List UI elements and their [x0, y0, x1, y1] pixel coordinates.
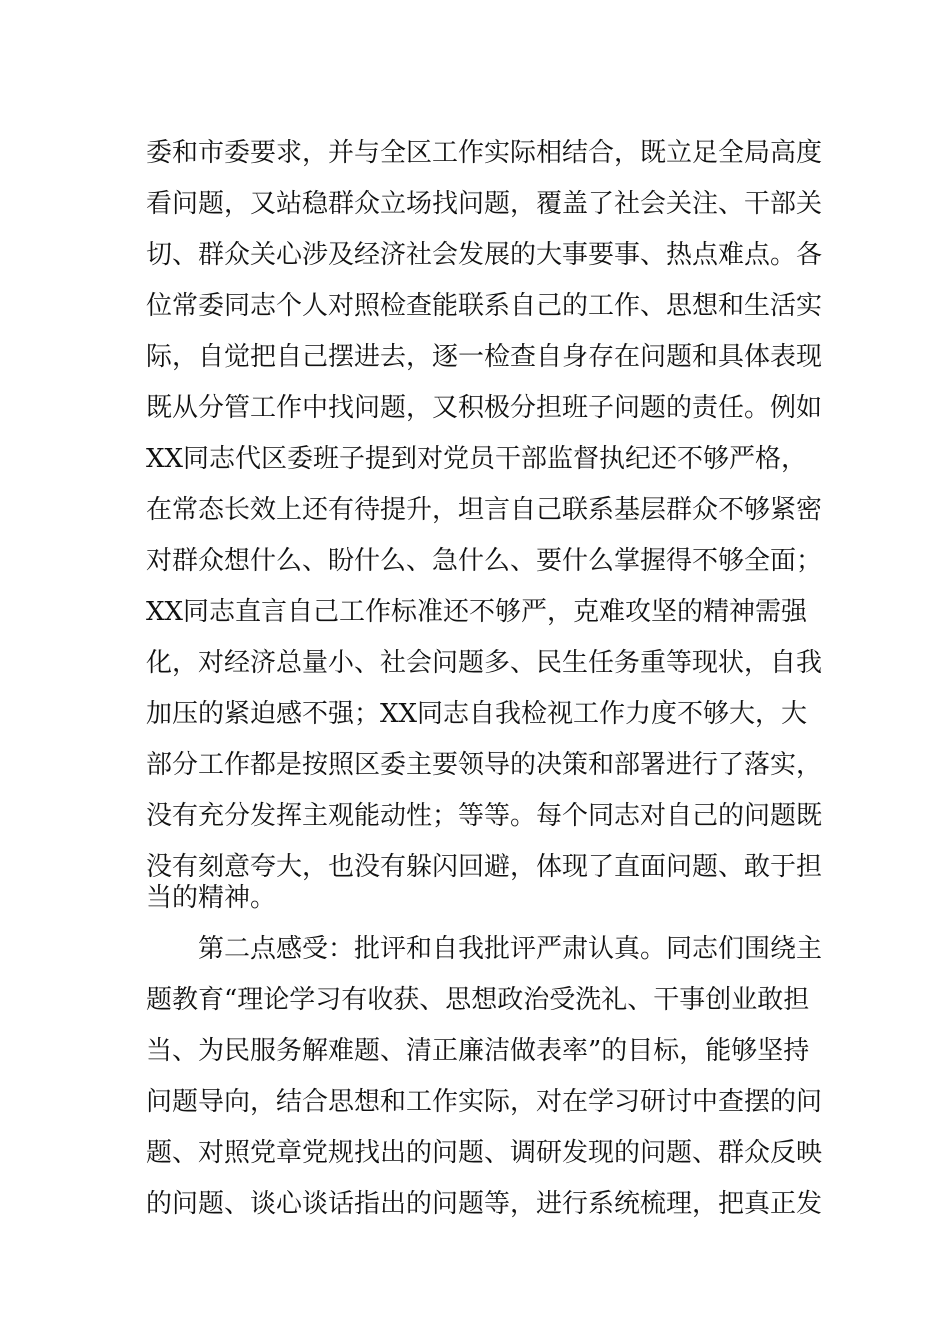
text-line: 没有刻意夸大，也没有躲闪回避，体现了直面问题、敢于担 — [146, 852, 823, 882]
text-line: 问题导向，结合思想和工作实际，对在学习研讨中查摆的问 — [146, 1087, 823, 1117]
paragraph-first-line: 第二点感受：批评和自我批评严肃认真。同志们围绕主 — [198, 934, 823, 964]
text-line: 没有充分发挥主观能动性；等等。每个同志对自己的问题既 — [146, 801, 823, 831]
text-line: 既从分管工作中找问题，又积极分担班子问题的责任。例如 — [146, 393, 823, 423]
text-line: 看问题，又站稳群众立场找问题，覆盖了社会关注、干部关 — [146, 189, 823, 219]
text-line: 加压的紧迫感不强；XX同志自我检视工作力度不够大，大 — [146, 699, 808, 729]
text-line: 在常态长效上还有待提升，坦言自己联系基层群众不够紧密 — [146, 495, 823, 525]
text-line: XX同志代区委班子提到对党员干部监督执纪还不够严格， — [146, 444, 808, 474]
text-line: 题教育“理论学习有收获、思想政治受洗礼、干事创业敢担 — [146, 985, 810, 1015]
text-line: 化，对经济总量小、社会问题多、民生任务重等现状，自我 — [146, 648, 823, 678]
text-line: 题、对照党章党规找出的问题、调研发现的问题、群众反映 — [146, 1138, 823, 1168]
text-line: 位常委同志个人对照检查能联系自己的工作、思想和生活实 — [146, 291, 823, 321]
text-line: XX同志直言自己工作标准还不够严，克难攻坚的精神需强 — [146, 597, 808, 627]
text-line: 的问题、谈心谈话指出的问题等，进行系统梳理，把真正发 — [146, 1189, 823, 1219]
text-line: 当、为民服务解难题、清正廉洁做表率”的目标，能够坚持 — [146, 1036, 810, 1066]
paragraph-end-line: 当的精神。 — [146, 883, 277, 913]
text-line: 切、群众关心涉及经济社会发展的大事要事、热点难点。各 — [146, 240, 823, 270]
text-line: 际，自觉把自己摆进去，逐一检查自身存在问题和具体表现 — [146, 342, 823, 372]
text-line: 委和市委要求，并与全区工作实际相结合，既立足全局高度 — [146, 138, 823, 168]
text-line: 对群众想什么、盼什么、急什么、要什么掌握得不够全面； — [146, 546, 823, 576]
text-line: 部分工作都是按照区委主要领导的决策和部署进行了落实， — [146, 750, 823, 780]
